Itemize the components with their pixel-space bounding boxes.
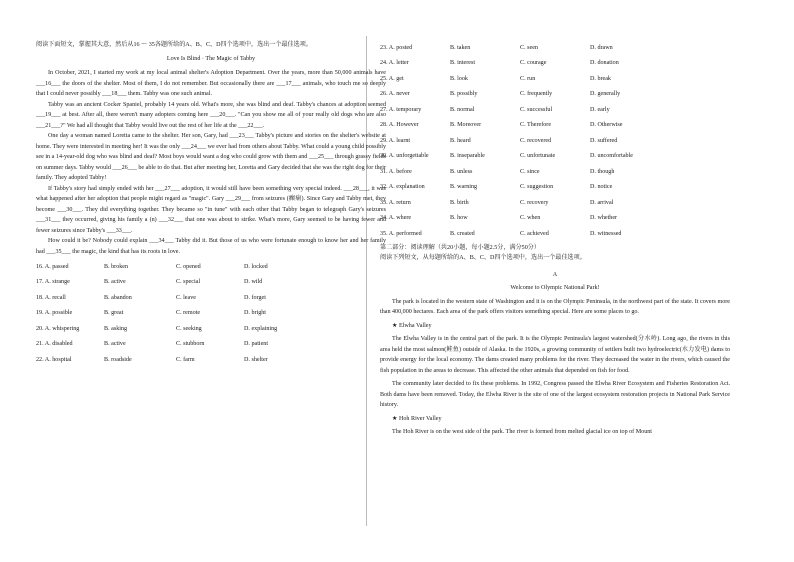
option-b: B. inseparable <box>450 153 485 159</box>
options-list <box>36 259 386 368</box>
option-c: C. recovered <box>520 137 552 144</box>
option-a: 17. A. strange <box>36 279 70 285</box>
option-c: C. opened <box>176 263 201 270</box>
option-a: 21. A. disabled <box>36 341 73 347</box>
option-c: C. frequently <box>520 91 553 97</box>
option-a: 24. A. letter <box>380 60 409 66</box>
left-column <box>36 40 386 368</box>
passage-letter: A <box>552 271 558 278</box>
paragraph: Tabby was an ancient Cocker Spaniel, probably 14 years old. What's more, she was blind and deaf. Tabby's chances at adoption seemed ___19___ at best. After all, there weren't many adopters coming here ___20___. "Can you show me all of your really old dogs who are also ___21___?" We had all thought that Tabby would live out the rest of her life at the ___22___. <box>36 101 386 129</box>
option-b: B. interest <box>450 60 476 66</box>
option-b: B. Moreover <box>450 122 482 128</box>
option-c: C. run <box>520 75 536 82</box>
paragraph: The Elwha Valley is in the central part of the park. It is the Olympic Peninsula's largest watershed(分水岭). Long ago, the rivers in this area held the most salmon(鲑鱼) outside of Alaska. In the 1920s, a growing community of settlers built two hydroelectric(水力发电) dams to provide energy for the local economy. The dams created many problems for the river. They decreased the water in the rivers, which caused the fish population in the areas to decrease. This affected the other animals that depended on fish for food. <box>380 336 730 374</box>
option-b: B. great <box>104 310 124 316</box>
option-a: 26. A. never <box>380 91 410 97</box>
option-d: D. early <box>590 106 610 113</box>
option-a: 29. A. learnt <box>380 137 411 144</box>
passage-title: Love Is Blind · The Magic of Tabby <box>166 55 256 62</box>
option-d: D. forget <box>244 294 266 301</box>
option-row <box>380 56 730 72</box>
option-c: C. courage <box>520 60 547 66</box>
option-row <box>380 164 730 180</box>
paragraph: The Hoh River is on the west side of the park. The river is formed from melted glacial ice on top of Mount <box>392 429 652 435</box>
section-title: ★ Elwha Valley <box>392 322 432 329</box>
part-instruction: 阅读下列短文，从每题所给的A、B、C、D四个选项中，选出一个最佳选项。 <box>380 255 586 261</box>
option-a: 19. A. possible <box>36 310 73 316</box>
option-row <box>380 71 730 87</box>
option-c: C. stubborn <box>176 341 205 347</box>
option-d: D. explaining <box>244 325 278 332</box>
option-row <box>36 290 386 306</box>
paragraph: If Tabby's story had simply ended with her ___27___ adoption, it would still have been something very special indeed. ___28___, it was what happened after her adoption that people might regard as "magic". Gary ___29___ from seizures (癫痫). Since Gary and Tabby met, they become ___30___. They did everything together. They became so "in tune" with each other that Tabby began to telegraph Gary's seizures ___31___ they occurred, giving his family a (n) ___32___ that one was about to strike. What's more, Gary seemed to be having fewer and fewer seizures since Tabby's ___33___. <box>36 185 386 234</box>
option-d: D. notice <box>590 184 613 190</box>
passage-title: Welcome to Olympic National Park! <box>510 285 600 291</box>
cloze-instruction: 阅读下面短文，掌握其大意，然后从16 ～ 35各题所给的A、B、C、D四个选项中，选出一个最佳选项。 <box>36 42 312 48</box>
option-row <box>36 321 386 337</box>
option-d: D. whether <box>590 215 618 221</box>
section-title: ★ Hoh River Valley <box>392 415 442 422</box>
option-row <box>36 337 386 353</box>
option-row <box>380 102 730 118</box>
option-a: 33. A. return <box>380 199 411 206</box>
option-b: B. asking <box>104 325 128 332</box>
option-d: D. arrival <box>590 199 614 206</box>
option-row <box>36 352 386 368</box>
option-c: C. since <box>520 168 540 175</box>
option-d: D. suffered <box>590 137 618 144</box>
option-d: D. donation <box>590 60 619 66</box>
option-c: C. suggestion <box>520 184 554 190</box>
option-b: B. abandon <box>104 294 132 301</box>
option-a: 18. A. recall <box>36 294 66 301</box>
option-b: B. warning <box>450 184 478 190</box>
option-d: D. locked <box>244 263 268 270</box>
option-c: C. Therefore <box>520 122 552 128</box>
option-c: C. seeking <box>176 325 202 332</box>
option-b: B. look <box>450 75 468 82</box>
option-c: C. unfortunate <box>520 153 556 159</box>
option-b: B. roadside <box>104 356 132 363</box>
option-b: B. heard <box>450 137 471 144</box>
option-b: B. active <box>104 279 126 285</box>
option-b: B. normal <box>450 106 475 113</box>
option-d: D. drawn <box>590 44 613 51</box>
option-b: B. how <box>450 215 468 221</box>
paragraph: How could it be? Nobody could explain ___34___ Tabby did it. But those of us who were fortunate enough to know her and her family had ___35___ the magic, the kind that has its roots in love. <box>36 238 386 255</box>
option-c: C. achieved <box>520 230 549 237</box>
paragraph: The community later decided to fix these problems. In 1992, Congress passed the Elwha River Ecosystem and Fisheries Restoration Act. Both dams have been removed. Today, the Elwha River is the site of one of the largest ecosystem restoration projects in National Park Service history. <box>380 381 730 408</box>
option-row <box>380 195 730 211</box>
option-d: D. break <box>590 75 611 82</box>
option-c: C. leave <box>176 294 196 301</box>
option-d: D. wild <box>244 279 263 285</box>
option-a: 28. A. However <box>380 122 419 128</box>
option-row <box>36 275 386 291</box>
option-c: C. when <box>520 215 541 221</box>
paragraph: In October, 2021, I started my work at my local animal shelter's Adoption Department. Over the years, more than 50,000 animals have ___16___ the doors of the shelter. Most of them, I do not remember. But occasionally there are ___17___ animals, who touch me so deeply that I could never possibly ___18___ them. Tabby was one such animal. <box>36 70 386 97</box>
option-row <box>380 226 730 242</box>
option-d: D. though <box>590 168 615 175</box>
option-a: 25. A. get <box>380 75 404 82</box>
option-b: B. active <box>104 341 126 347</box>
option-c: C. special <box>176 279 201 285</box>
option-a: 22. A. hospital <box>36 356 72 363</box>
option-a: 27. A. temporary <box>380 106 422 113</box>
option-b: B. broken <box>104 263 129 270</box>
option-d: D. patient <box>244 341 269 347</box>
option-a: 34. A. where <box>380 215 412 221</box>
option-a: 32. A. explanation <box>380 184 425 190</box>
option-d: D. Otherwise <box>590 122 623 128</box>
paragraph: The park is located in the western state of Washington and it is on the Olympic Peninsula, in the northwest part of the state. It covers more than 400,000 hectares. Each area of the park offers visitors something special. Here are some places to go. <box>380 298 730 315</box>
paragraph: One day a woman named Loretta came to the shelter. Her son, Gary, had ___23___ Tabby's picture and stories on the shelter's website at home. They were interested in meeting her! It was the only ___24___ we ever had from others about Tabby. What could a young child possibly see in a 14-year-old dog who was blind and deaf? Most boys would want a dog who could grow with them and ___25___ through grassy fields on summer days. Tabby would ___26___ be able to do that. But after meeting her, Loretta and Gary decided that she was the right dog for their family. They adopted Tabby! <box>36 133 386 181</box>
option-b: B. taken <box>450 44 471 51</box>
option-c: C. remote <box>176 310 201 316</box>
option-b: B. created <box>450 230 475 237</box>
option-d: D. bright <box>244 310 267 316</box>
option-row <box>380 118 730 134</box>
option-d: D. uncomfortable <box>590 153 633 159</box>
option-a: 23. A. posted <box>380 44 413 51</box>
option-row <box>380 211 730 227</box>
option-row <box>380 149 730 165</box>
option-c: C. successful <box>520 106 553 113</box>
option-row <box>36 259 386 275</box>
part-heading: 第二部分：阅读理解（共20小题，每小题2.5分，满分50分） <box>380 244 540 251</box>
option-d: D. shelter <box>244 356 268 363</box>
right-column <box>380 40 730 438</box>
option-row <box>36 306 386 322</box>
option-c: C. farm <box>176 356 195 363</box>
option-a: 30. A. unforgettable <box>380 153 429 159</box>
option-b: B. unless <box>450 168 473 175</box>
option-a: 20. A. whispering <box>36 325 80 332</box>
option-b: B. possibly <box>450 91 478 97</box>
option-a: 35. A. performed <box>380 230 422 237</box>
option-c: C. seen <box>520 44 538 51</box>
option-row <box>380 87 730 103</box>
option-b: B. birth <box>450 199 469 206</box>
option-c: C. recovery <box>520 199 549 206</box>
option-d: D. generally <box>590 91 621 97</box>
option-row <box>380 180 730 196</box>
option-a: 16. A. passed <box>36 263 69 270</box>
option-row <box>380 40 730 56</box>
option-a: 31. A. before <box>380 168 412 175</box>
option-row <box>380 133 730 149</box>
options-list <box>380 40 730 242</box>
option-d: D. witnessed <box>590 230 622 237</box>
